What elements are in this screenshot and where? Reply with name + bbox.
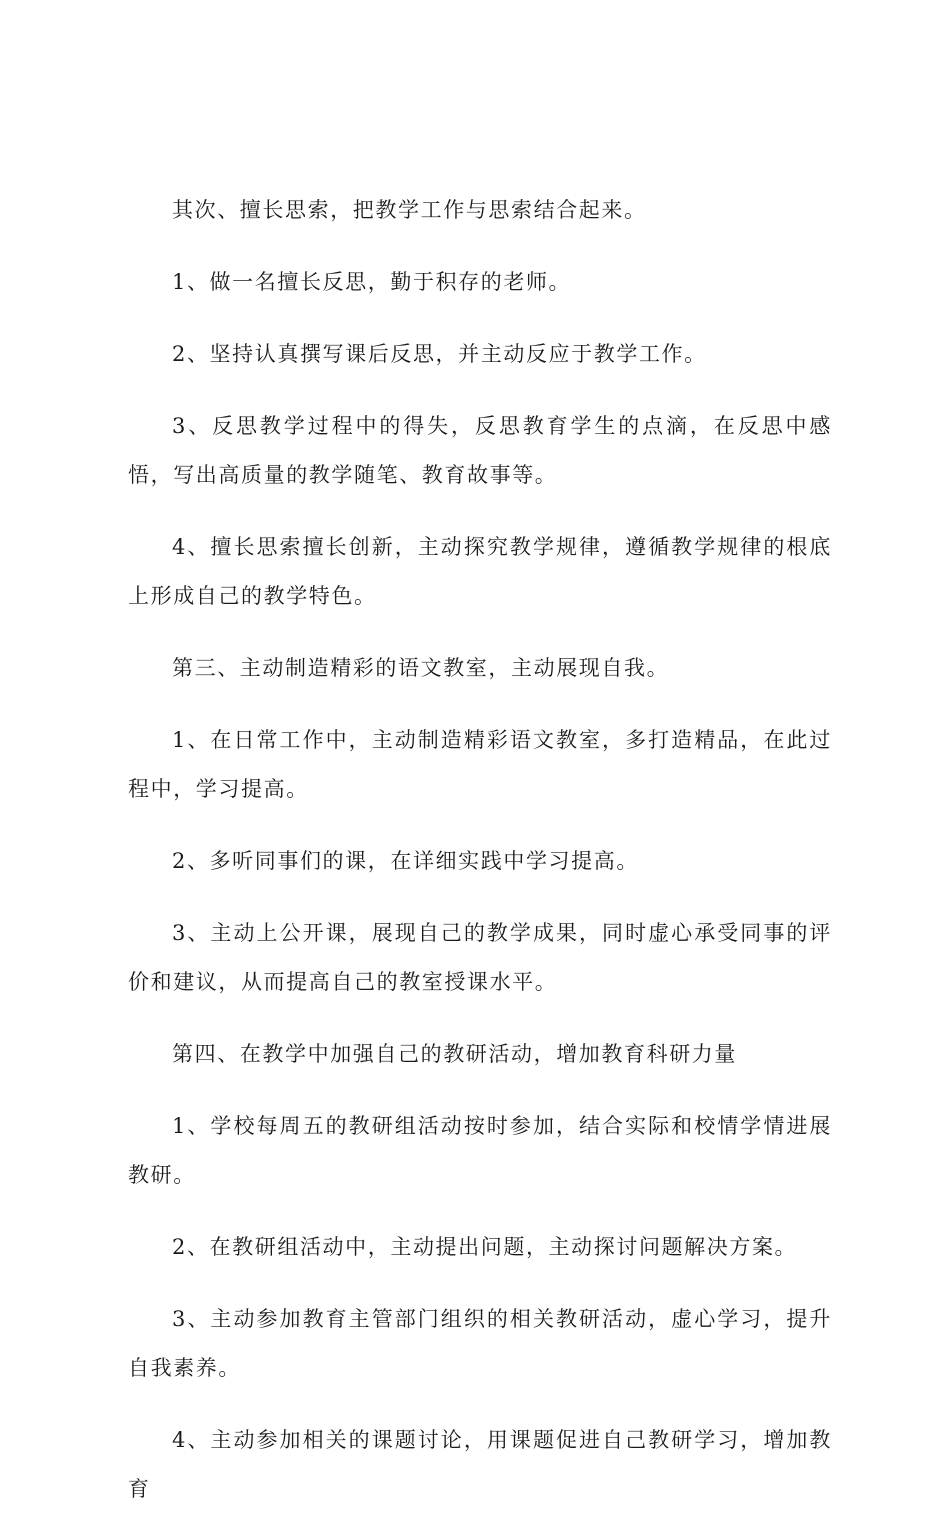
paragraph-4: 3、反思教学过程中的得失，反思教育学生的点滴，在反思中感悟，写出高质量的教学随笔、教育故事等。 bbox=[128, 414, 832, 487]
paragraph-5: 4、擅长思索擅长创新，主动探究教学规律，遵循教学规律的根底上形成自己的教学特色。 bbox=[128, 535, 832, 608]
paragraph-2: 1、做一名擅长反思，勤于积存的老师。 bbox=[172, 270, 572, 294]
paragraph-1: 其次、擅长思索，把教学工作与思索结合起来。 bbox=[172, 198, 647, 222]
paragraph-3: 2、坚持认真撰写课后反思，并主动反应于教学工作。 bbox=[172, 342, 707, 366]
paragraph-6: 第三、主动制造精彩的语文教室，主动展现自我。 bbox=[172, 656, 670, 680]
paragraph-11: 1、学校每周五的教研组活动按时参加，结合实际和校情学情进展教研。 bbox=[128, 1114, 832, 1187]
paragraph-7: 1、在日常工作中，主动制造精彩语文教室，多打造精品，在此过程中，学习提高。 bbox=[128, 728, 832, 801]
paragraph-10: 第四、在教学中加强自己的教研活动，增加教育科研力量 bbox=[172, 1042, 737, 1066]
paragraph-8: 2、多听同事们的课，在详细实践中学习提高。 bbox=[172, 849, 639, 873]
paragraph-14: 4、主动参加相关的课题讨论，用课题促进自己教研学习，增加教育 bbox=[128, 1428, 832, 1501]
paragraph-12: 2、在教研组活动中，主动提出问题，主动探讨问题解决方案。 bbox=[172, 1235, 798, 1259]
document-body bbox=[128, 186, 832, 1537]
paragraph-13: 3、主动参加教育主管部门组织的相关教研活动，虚心学习，提升自我素养。 bbox=[128, 1307, 832, 1380]
paragraph-9: 3、主动上公开课，展现自己的教学成果，同时虚心承受同事的评价和建议，从而提高自己的教室授课水平。 bbox=[128, 921, 832, 994]
